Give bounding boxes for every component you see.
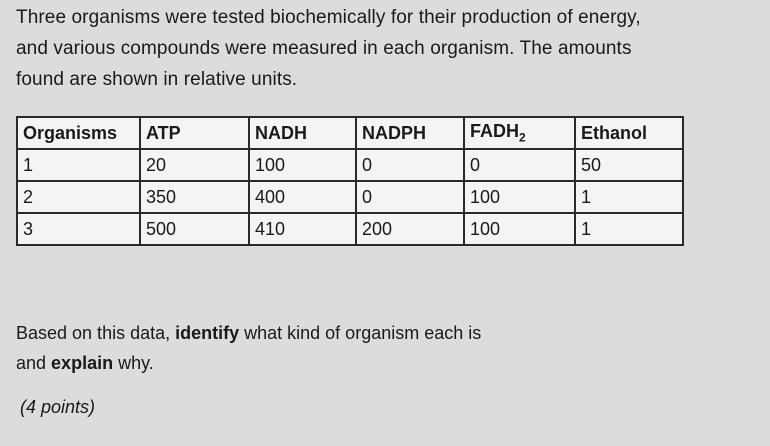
header-nadh: NADH [249,117,356,149]
table-cell: 500 [140,213,249,245]
header-fadh2 [464,117,575,149]
table-cell: 400 [249,181,356,213]
table-cell: 1 [17,149,140,181]
table-cell: 410 [249,213,356,245]
prompt-text: and [16,353,52,373]
table-row [17,213,683,245]
prompt-keyword-identify: identify [175,323,240,343]
intro-line-3: found are shown in relative units. [16,69,298,90]
table-cell: 20 [140,149,249,181]
header-atp: ATP [140,117,249,149]
table-cell: 100 [249,149,356,181]
points-label: (4 points) [20,397,96,417]
header-organisms: Organisms [17,117,140,149]
intro-line-2: and various compounds were measured in each organism. The amounts [16,38,632,59]
table-cell: 0 [356,181,464,213]
prompt-line-1 [16,318,481,348]
table-cell: 100 [464,213,575,245]
prompt-text: Based on this data, [16,323,176,343]
prompt-text: what kind of organism each is [239,323,482,343]
prompt-keyword-explain: explain [51,353,114,373]
table-cell: 1 [575,181,683,213]
table-cell: 2 [17,181,140,213]
prompt-text: why. [113,353,154,373]
prompt-line-2 [16,348,481,378]
table-header-row [17,117,683,149]
header-fadh-subscript: 2 [519,130,526,145]
table-cell: 3 [17,213,140,245]
intro-text [16,2,761,95]
header-nadph: NADPH [356,117,464,149]
header-fadh-base: FADH [470,121,519,142]
intro-line-1: Three organisms were tested biochemically for their production of energy, [16,7,641,28]
table-cell: 1 [575,213,683,245]
organism-data-table [16,116,684,246]
table-row [17,149,683,181]
table-cell: 350 [140,181,249,213]
table-cell: 0 [464,149,575,181]
table-cell: 0 [356,149,464,181]
header-ethanol: Ethanol [575,117,683,149]
table-cell: 50 [575,149,683,181]
table-cell: 100 [464,181,575,213]
question-prompt [16,318,481,378]
table-row [17,181,683,213]
table-cell: 200 [356,213,464,245]
